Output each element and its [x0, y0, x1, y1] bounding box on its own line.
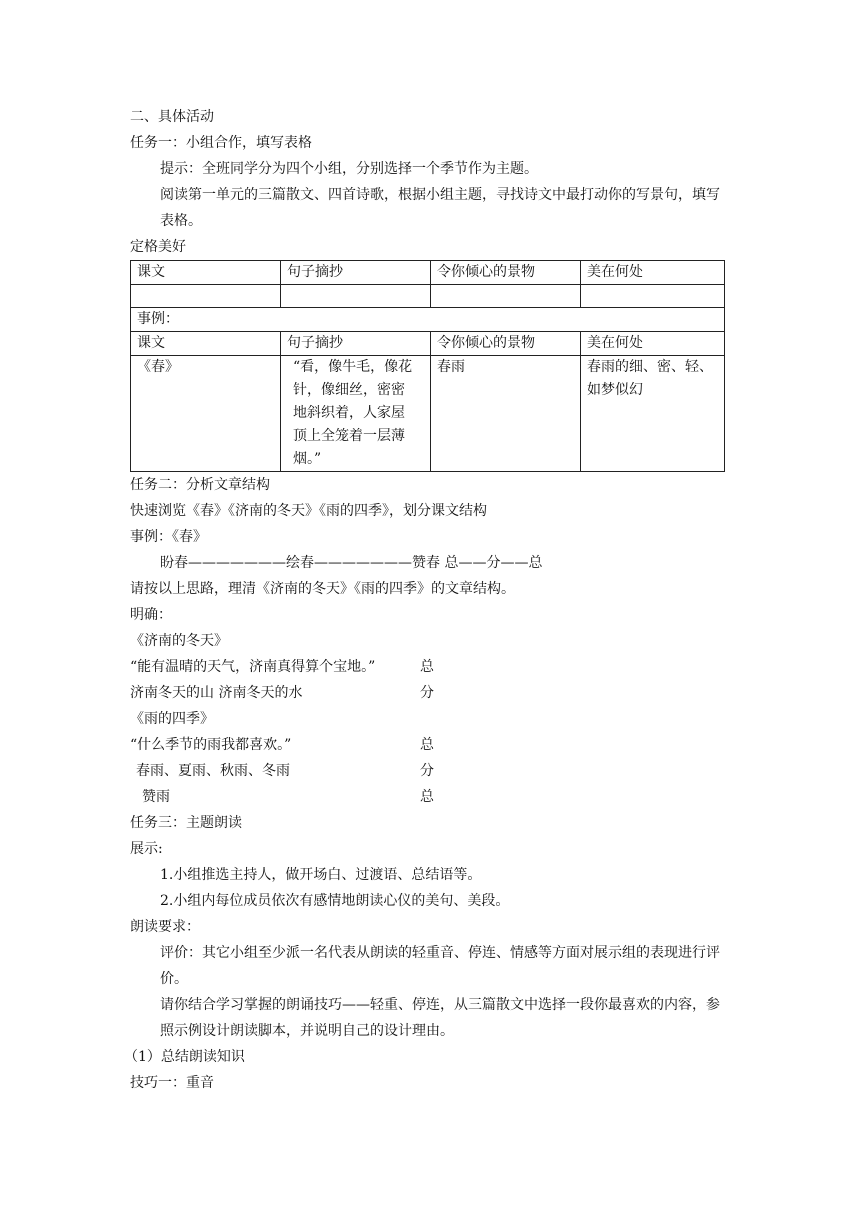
table-header-row: [131, 261, 725, 285]
task3-eval: 评价：其它小组至少派一名代表从朗读的轻重音、停连、情感等方面对展示组的表现进行评价。: [160, 945, 720, 987]
task3-sub1: （1）总结朗读知识: [124, 1049, 245, 1065]
table-header-cell: 课文: [131, 332, 281, 356]
task1-instruction: 阅读第一单元的三篇散文、四首诗歌，根据小组主题，寻找诗文中最打动你的写景句，填写表格。: [160, 187, 720, 229]
table-caption: 定格美好: [130, 239, 186, 255]
structure-text: “能有温晴的天气，济南真得算个宝地。”: [130, 659, 376, 675]
structure-text: 赞雨: [142, 789, 170, 805]
table-header-cell: 美在何处: [581, 332, 725, 356]
table-blank-cell: [131, 285, 281, 308]
structure-text: 春雨、夏雨、秋雨、冬雨: [136, 763, 290, 779]
table-example-cell: “看，像牛毛，像花针，像细丝，密密地斜织着，人家屋顶上全笼着一层薄烟。”: [281, 356, 431, 472]
task2-intro: 快速浏览《春》《济南的冬天》《雨的四季》，划分课文结构: [130, 503, 487, 519]
structure-row: [130, 758, 724, 784]
structure-row: [130, 680, 724, 706]
table-example-cell: 《春》: [131, 356, 281, 472]
structure-text: 济南冬天的山 济南冬天的水: [130, 685, 303, 701]
task2-clarify: 明确：: [130, 607, 172, 623]
structure-tag: 分: [420, 685, 434, 701]
table-blank-row: [131, 285, 725, 308]
table-example-cell: 春雨的细、密、轻、如梦似幻: [581, 356, 725, 472]
task2-chain: 盼春———————绘春———————赞春 总——分——总: [160, 555, 543, 571]
table-example-header-row: [131, 332, 725, 356]
structure-tag: 总: [420, 659, 434, 675]
table-example-label: 事例：: [131, 308, 725, 332]
task2-title: 任务二：分析文章结构: [130, 477, 270, 493]
table-header-cell: 课文: [131, 261, 281, 285]
task2-ask: 请按以上思路，理清《济南的冬天》《雨的四季》的文章结构。: [130, 581, 515, 597]
fill-table: [130, 260, 725, 472]
document-page: [124, 104, 724, 1096]
structure-tag: 总: [420, 789, 434, 805]
table-header-cell: 句子摘抄: [281, 261, 431, 285]
structure-row: [130, 784, 724, 810]
section-heading: 二、具体活动: [130, 109, 214, 125]
task1-title: 任务一：小组合作，填写表格: [130, 135, 312, 151]
table-header-cell: 美在何处: [581, 261, 725, 285]
task3-show-label: 展示:: [130, 841, 163, 857]
task3-skill1: 技巧一：重音: [130, 1075, 214, 1091]
table-example-label-row: [131, 308, 725, 332]
table-header-cell: 句子摘抄: [281, 332, 431, 356]
table-header-cell: 令你倾心的景物: [431, 261, 581, 285]
text2-title: 《雨的四季》: [130, 711, 214, 727]
table-example-cell: 春雨: [431, 356, 581, 472]
text1-title: 《济南的冬天》: [130, 633, 228, 649]
task1-hint: 提示：全班同学分为四个小组，分别选择一个季节作为主题。: [160, 161, 538, 177]
task3-req-label: 朗读要求：: [130, 919, 200, 935]
table-blank-cell: [431, 285, 581, 308]
task3-item: 2.小组内每位成员依次有感情地朗读心仪的美句、美段。: [160, 893, 510, 909]
structure-row: [130, 654, 724, 680]
table-blank-cell: [281, 285, 431, 308]
table-header-cell: 令你倾心的景物: [431, 332, 581, 356]
task3-item: 1.小组推选主持人，做开场白、过渡语、总结语等。: [160, 867, 482, 883]
task2-example-label: 事例：《春》: [130, 529, 207, 545]
structure-tag: 分: [420, 763, 434, 779]
structure-text: “什么季节的雨我都喜欢。”: [130, 737, 292, 753]
structure-row: [130, 732, 724, 758]
task3-combine: 请你结合学习掌握的朗诵技巧——轻重、停连，从三篇散文中选择一段你最喜欢的内容，参照示例设计朗读脚本，并说明自己的设计理由。: [160, 997, 720, 1039]
structure-tag: 总: [420, 737, 434, 753]
table-blank-cell: [581, 285, 725, 308]
table-example-row: [131, 356, 725, 472]
task3-title: 任务三：主题朗读: [130, 815, 242, 831]
